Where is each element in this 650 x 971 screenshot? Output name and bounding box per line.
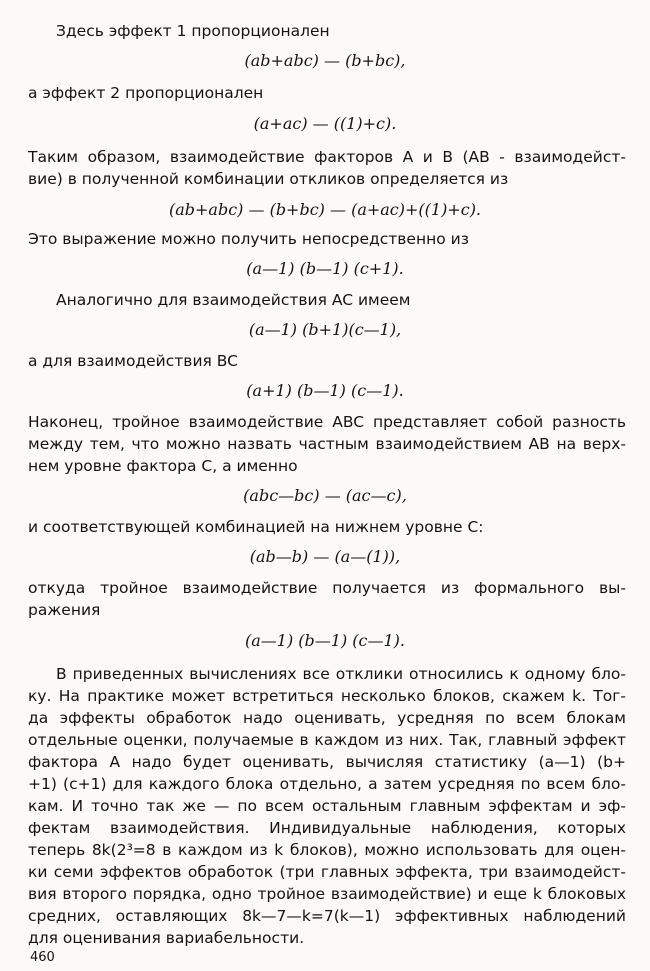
formula-line: (a+ac) — ((1)+c). (253, 114, 397, 133)
formula-line: (ab—b) — (a—(1)), (249, 547, 401, 566)
text-line: и соответствующей комбинацией на нижнем уровне C: (28, 518, 484, 536)
text-line: между тем, что можно назвать частным взаимодействием AB на верх- (28, 435, 626, 453)
text-line: ки семи эффектов обработок (три главных эффекта, три взаимодейст- (28, 863, 626, 881)
text-line: фектам взаимодействия. Индивидуальные наблюдения, которых (28, 819, 626, 837)
text-line: а эффект 2 пропорционален (28, 84, 264, 102)
text-line: откуда тройное взаимодействие получается из формального вы- (28, 579, 626, 597)
formula-line: (abc—bc) — (ac—c), (243, 486, 407, 505)
text-line: для оценивания вариабельности. (28, 929, 305, 947)
formula-line: (a+1) (b—1) (c—1). (246, 381, 404, 400)
text-line: нем уровне фактора C, а именно (28, 457, 298, 475)
text-line: Таким образом, взаимодействие факторов A и B (AB - взаимодейст- (28, 148, 626, 166)
text-line: +1) (c+1) для каждого блока отдельно, а затем усредняя по всем бло- (28, 775, 626, 793)
text-line: Наконец, тройное взаимодействие ABC представляет собой разность (28, 413, 626, 431)
text-line: а для взаимодействия BC (28, 352, 238, 370)
text-line: фактора A надо будет оценивать, вычисляя статистику (a—1) (b+ (28, 753, 626, 771)
text-line: В приведенных вычислениях все отклики относились к одному бло- (56, 665, 626, 683)
text-line: Это выражение можно получить непосредственно из (28, 230, 469, 248)
text-line: да эффекты обработок надо оценивать, усредняя по всем блокам (28, 709, 626, 727)
text-line: Здесь эффект 1 пропорционален (56, 22, 330, 40)
formula-line: (a—1) (b—1) (c+1). (246, 259, 404, 278)
page-number: 460 (30, 950, 55, 965)
formula-line: (ab+abc) — (b+bc), (244, 51, 406, 70)
text-line: Аналогично для взаимодействия AC имеем (56, 291, 411, 309)
formula-line: (ab+abc) — (b+bc) — (a+ac)+((1)+c). (168, 200, 482, 219)
text-line: ражения (28, 601, 101, 619)
formula-line: (a—1) (b+1)(c—1), (248, 320, 402, 339)
text-line: вия второго порядка, одно тройное взаимодействие) и еще k блоковых (28, 885, 626, 903)
text-line: кам. И точно так же — по всем остальным главным эффектам и эф- (28, 797, 626, 815)
text-line: ку. На практике может встретиться несколько блоков, скажем k. Тог- (28, 687, 626, 705)
text-line: отдельные оценки, получаемые в каждом из них. Так, главный эффект (28, 731, 626, 749)
text-line: средних, оставляющих 8k—7—k=7(k—1) эффективных наблюдений (28, 907, 626, 925)
formula-line: (a—1) (b—1) (c—1). (245, 631, 405, 650)
text-line: теперь 8k(2³=8 в каждом из k блоков), можно использовать для оцен- (28, 841, 626, 859)
text-line: вие) в полученной комбинации откликов определяется из (28, 170, 509, 188)
